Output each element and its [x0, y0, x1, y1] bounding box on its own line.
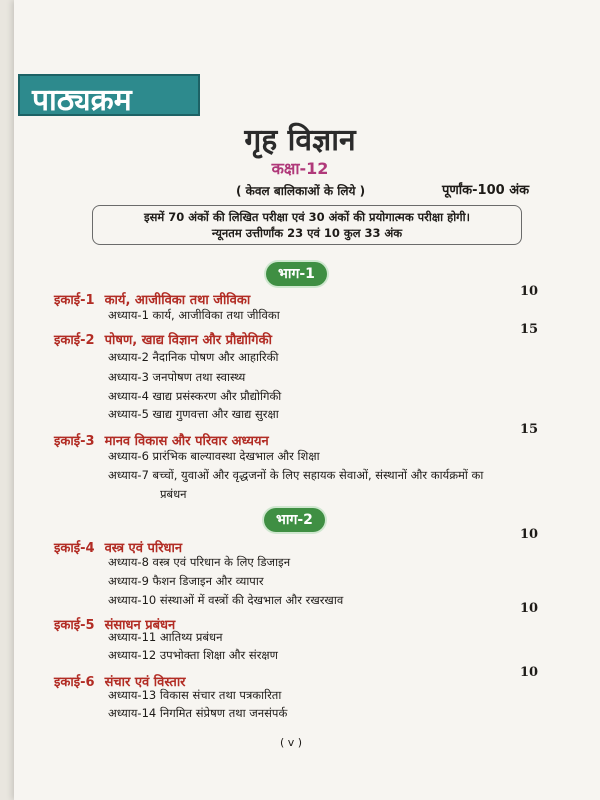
unit-number: इकाई-6	[54, 675, 95, 690]
unit-heading	[54, 330, 272, 348]
unit-number: इकाई-3	[54, 434, 95, 449]
chapter-item: अध्याय-11 आतिथ्य प्रबंधन	[108, 630, 223, 644]
subject-title: गृह विज्ञान	[244, 123, 356, 158]
unit-marks: 10	[520, 601, 539, 616]
part-badge: भाग-1	[266, 262, 327, 286]
chapter-item: अध्याय-2 नैदानिक पोषण और आहारिकी	[108, 350, 279, 364]
exam-info-line: इसमें 70 अंकों की लिखित परीक्षा एवं 30 अंकों की प्रयोगात्मक परीक्षा होगी।	[144, 210, 470, 224]
chapter-item: अध्याय-3 जनपोषण तथा स्वास्थ्य	[108, 370, 246, 384]
exam-info-line: न्यूनतम उत्तीर्णांक 23 एवं 10 कुल 33 अंक	[211, 226, 403, 240]
unit-marks: 10	[520, 284, 539, 299]
page-number: ( v )	[280, 736, 303, 749]
unit-title: कार्य, आजीविका तथा जीविका	[104, 293, 251, 308]
unit-title: वस्त्र एवं परिधान	[104, 541, 183, 556]
chapter-item: अध्याय-13 विकास संचार तथा पत्रकारिता	[108, 688, 282, 702]
unit-number: इकाई-5	[54, 618, 95, 633]
unit-heading	[54, 538, 182, 556]
chapter-item: अध्याय-4 खाद्य प्रसंस्करण और प्रौद्योगिकी	[108, 389, 282, 403]
chapter-item: अध्याय-9 फैशन डिजाइन और व्यापार	[108, 574, 264, 588]
chapter-item: अध्याय-7 बच्चों, युवाओं और वृद्धजनों के लिए सहायक सेवाओं, संस्थानों और कार्यक्रमों का	[108, 468, 484, 482]
eligibility-note: ( केवल बालिकाओं के लिये )	[236, 184, 366, 198]
unit-heading	[54, 290, 250, 308]
unit-title: मानव विकास और परिवार अध्ययन	[104, 434, 269, 449]
chapter-item: अध्याय-14 निगमित संप्रेषण तथा जनसंपर्क	[108, 706, 288, 720]
unit-number: इकाई-4	[54, 541, 95, 556]
unit-marks: 10	[520, 527, 539, 542]
chapter-item: अध्याय-6 प्रारंभिक बाल्यावस्था देखभाल और शिक्षा	[108, 449, 320, 463]
unit-marks: 10	[520, 665, 539, 680]
chapter-item: अध्याय-12 उपभोक्ता शिक्षा और संरक्षण	[108, 648, 278, 662]
chapter-item: अध्याय-1 कार्य, आजीविका तथा जीविका	[108, 308, 280, 322]
unit-number: इकाई-2	[54, 333, 95, 348]
section-banner	[18, 74, 200, 116]
class-label: कक्षा-12	[271, 159, 329, 178]
part-badge: भाग-2	[264, 508, 325, 532]
unit-number: इकाई-1	[54, 293, 95, 308]
unit-marks: 15	[520, 422, 539, 437]
unit-title: पोषण, खाद्य विज्ञान और प्रौद्योगिकी	[104, 333, 272, 348]
chapter-item: अध्याय-8 वस्त्र एवं परिधान के लिए डिजाइन	[108, 555, 291, 569]
chapter-item: प्रबंधन	[160, 487, 187, 501]
unit-heading	[54, 431, 269, 449]
chapter-item: अध्याय-5 खाद्य गुणवत्ता और खाद्य सुरक्षा	[108, 407, 279, 421]
unit-title: संचार एवं विस्तार	[104, 675, 186, 690]
unit-marks: 15	[520, 322, 539, 337]
chapter-item: अध्याय-10 संस्थाओं में वस्त्रों की देखभाल और रखरखाव	[108, 593, 344, 607]
banner-label: पाठ्यक्रम	[32, 83, 132, 118]
unit-title: संसाधन प्रबंधन	[104, 618, 176, 633]
total-marks: पूर्णांक-100 अंक	[442, 183, 530, 198]
exam-info-box	[92, 205, 522, 245]
